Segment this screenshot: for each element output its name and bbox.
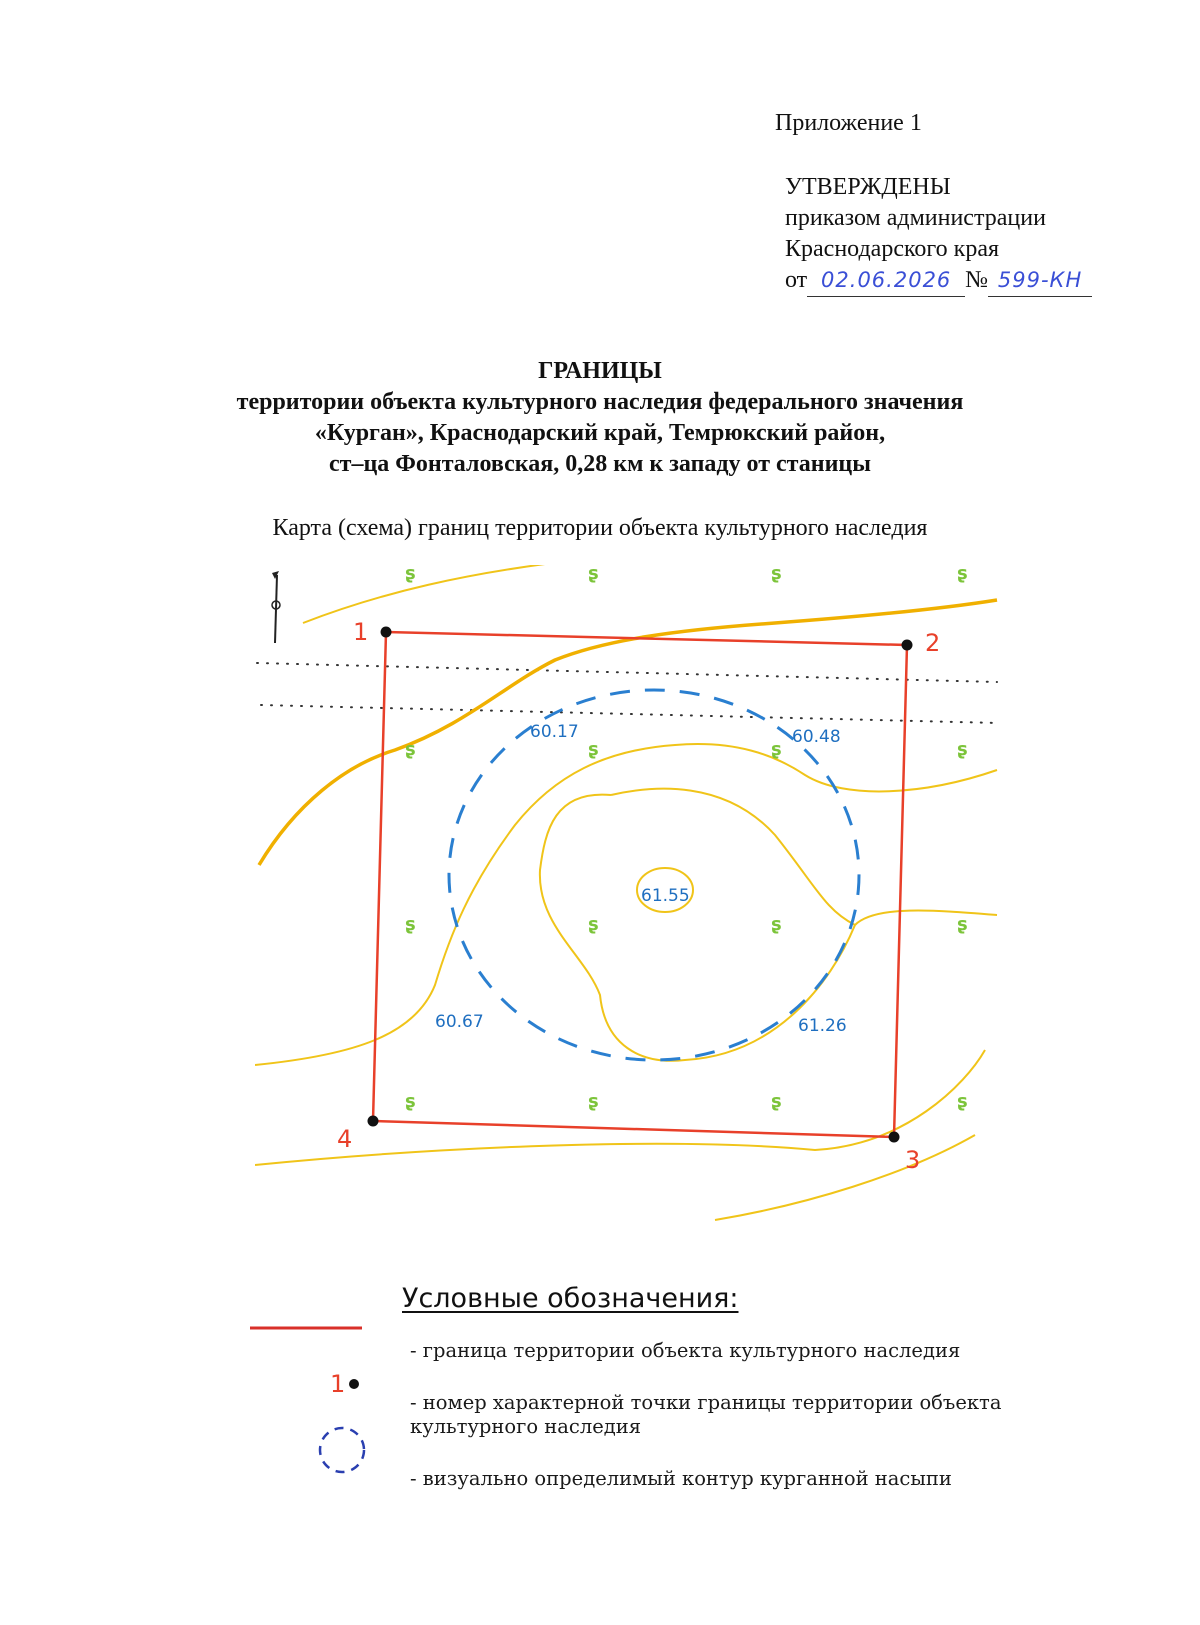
contour-top: [303, 565, 605, 623]
title-line-2: территории объекта культурного наследия федерального значения: [236, 389, 964, 415]
elevation-label: 60.67: [435, 1012, 484, 1032]
approved-by-order: приказом администрации: [785, 205, 1046, 231]
legend-item-mound: - визуально определимый контур курганной насыпи: [410, 1467, 952, 1490]
grass-symbol: ʂ: [771, 565, 782, 584]
elevation-label: 61.26: [798, 1016, 847, 1036]
grass-symbol: ʂ: [405, 914, 416, 935]
dotted-line-lower: [261, 705, 999, 723]
grass-symbol: ʂ: [957, 565, 968, 584]
point-label-3: 3: [905, 1146, 921, 1174]
grass-symbol: ʂ: [588, 565, 599, 584]
legend-mound-icon: [320, 1428, 364, 1472]
grass-symbol: ʂ: [588, 914, 599, 935]
grass-symbol: ʂ: [957, 739, 968, 760]
grass-symbol: ʂ: [405, 739, 416, 760]
contour-main: [259, 600, 997, 865]
legend-symbols: [250, 1322, 390, 1482]
contour-bottom: [255, 1050, 985, 1220]
approval-block: [785, 172, 1092, 297]
grass-symbol: ʂ: [405, 1091, 416, 1112]
point-label-1: 1: [353, 618, 369, 646]
document-title: [0, 356, 1200, 480]
order-date-number-line: [785, 265, 1092, 297]
grass-symbol: ʂ: [771, 739, 782, 760]
grass-symbols: [405, 565, 968, 1112]
title-line-1: ГРАНИЦЫ: [538, 358, 662, 384]
title-line-4: ст–ца Фонталовская, 0,28 км к западу от станицы: [329, 451, 871, 477]
map-caption: Карта (схема) границ территории объекта культурного наследия: [272, 515, 928, 541]
order-number: 599-КН: [988, 265, 1092, 297]
grass-symbol: ʂ: [957, 914, 968, 935]
legend-point-number: 1: [330, 1370, 346, 1398]
grass-symbol: ʂ: [405, 565, 416, 584]
elevation-label: 61.55: [641, 886, 690, 906]
contour-ring-inner: [540, 789, 997, 1061]
title-line-3: «Курган», Краснодарский край, Темрюкский район,: [314, 420, 886, 446]
date-prefix: от: [785, 267, 808, 293]
grass-symbol: ʂ: [771, 1091, 782, 1112]
approved-heading: УТВЕРЖДЕНЫ: [785, 174, 951, 200]
north-arrow-icon: [272, 571, 280, 643]
appendix-label: Приложение 1: [775, 110, 922, 136]
elevation-label: 60.17: [530, 722, 579, 742]
grass-symbol: ʂ: [588, 1091, 599, 1112]
grass-symbol: ʂ: [957, 1091, 968, 1112]
legend-item-boundary: - граница территории объекта культурного наследия: [410, 1339, 961, 1362]
grass-symbol: ʂ: [771, 914, 782, 935]
legend-heading: Условные обозначения:: [402, 1283, 739, 1314]
point-label-2: 2: [925, 629, 941, 657]
territory-boundary: [373, 632, 907, 1137]
grass-symbol: ʂ: [588, 739, 599, 760]
elevation-label: 60.48: [792, 727, 841, 747]
approved-region: Краснодарского края: [785, 236, 1000, 262]
boundary-map: [255, 565, 1015, 1255]
dotted-line-upper: [257, 663, 997, 682]
point-label-4: 4: [337, 1125, 353, 1153]
number-prefix: №: [965, 267, 989, 293]
boundary-point-4: [337, 1116, 379, 1154]
legend-item-point: - номер характерной точки границы территории объекта культурного наследия: [410, 1391, 1002, 1438]
boundary-point-3: [889, 1132, 921, 1175]
legend-point-dot: [349, 1379, 359, 1389]
order-date: 02.06.2026: [807, 265, 965, 297]
contour-lines: [255, 565, 997, 1220]
